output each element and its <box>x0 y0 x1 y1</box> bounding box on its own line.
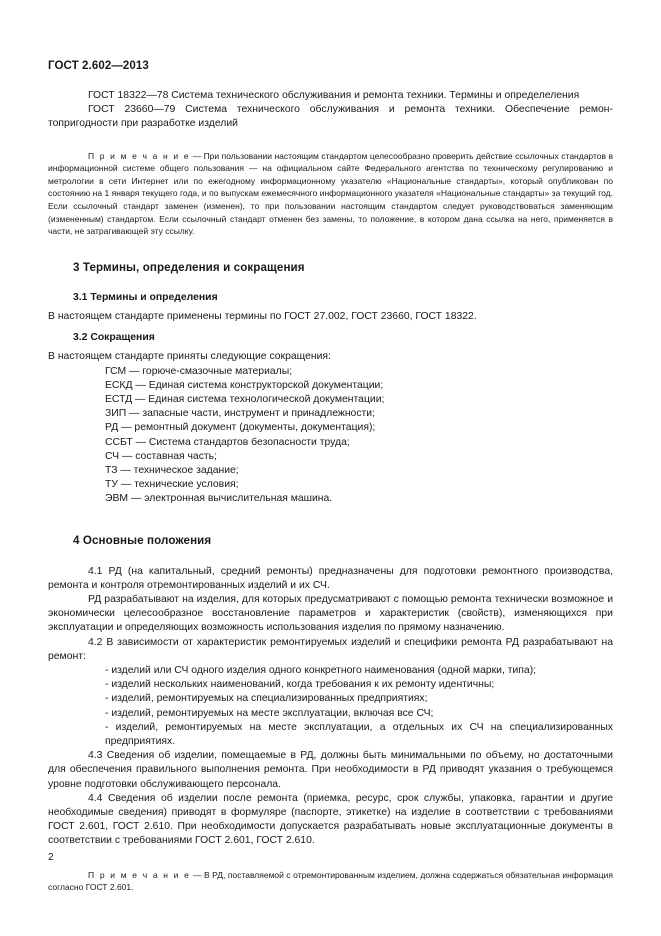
list-item: ЭВМ — электронная вычислительная машина. <box>105 493 333 505</box>
paragraph-4-2: 4.2 В зависимости от характеристик ремонтируемых изделий и специфики ремонта РД разрабатывают на ремонт: <box>48 636 613 662</box>
list-item: ТЗ — техническое задание; <box>105 465 239 476</box>
page-body <box>48 89 613 894</box>
paragraph-4-3: 4.3 Сведения об изделии, помещаемые в РД, должны быть минимальными по объему, но достаточными для обеспечения правильного выполнения ремонта. При необходимости в РД приводят указания о требующемся уровне подготовки обслуживающего персонала. <box>48 750 613 790</box>
spacer <box>48 132 613 150</box>
section-heading-3-2: 3.2 Сокращения <box>73 332 155 344</box>
paragraph-3-1: В настоящем стандарте применены термины по ГОСТ 27.002, ГОСТ 23660, ГОСТ 18322. <box>48 310 477 322</box>
reference-gost-18322: ГОСТ 18322—78 Система технического обслуживания и ремонта техники. Термины и определеления <box>88 90 580 101</box>
reference-gost-23660: ГОСТ 23660—79 Система технического обслуживания и ремонта техники. Обеспечение ремонтопригодности при разработке изделий <box>48 104 613 130</box>
list-item: РД — ремонтный документ (документы, документация); <box>105 422 376 434</box>
paragraph-4-1b: РД разрабатывают на изделия, для которых предусматривают с помощью ремонта технически возможное и экономически целесообразное восстановление параметров и характеристик (свойств), изменяющихся при эксплуатации и определяющих возможность использования изделия по прямому назначению. <box>48 594 613 634</box>
note-text: — В РД, поставляемой с отремонтированным изделием, должна содержаться обязательная информация согласно ГОСТ 2.601. <box>48 869 613 893</box>
list-item: ССБТ — Система стандартов безопасности труда; <box>105 436 350 448</box>
list-item: - изделий или СЧ одного изделия одного конкретного наименования (одной марки, типа); <box>105 665 537 677</box>
section-heading-4: 4 Основные положения <box>73 533 212 547</box>
page-number: 2 <box>48 852 54 863</box>
abbreviations-list <box>48 365 613 507</box>
list-item: - изделий, ремонтируемых на месте эксплуатации, а отдельных их СЧ на специализированных предприятиях. <box>105 721 613 748</box>
spacer <box>48 548 613 565</box>
list-item: ТУ — технические условия; <box>105 479 239 491</box>
list-item: ГСМ — горюче-смазочные материалы; <box>105 365 293 377</box>
list-item: ЕСТД — Единая система технологической документации; <box>105 393 385 405</box>
paragraph-4-4: 4.4 Сведения об изделии после ремонта (приемка, ресурс, срок службы, упаковка, гарантии и другие необходимые сведения) приводят в формуляре (паспорте, этикетке) на изделие в соответствии с требованиями ГОСТ 2.601, ГОСТ 2.610. При необходимости допускается разрабатывать новые эксплуатационные документы в соответствии с требованиями ГОСТ 2.601, ГОСТ 2.610. <box>48 792 613 847</box>
paragraph-3-2-lead: В настоящем стандарте приняты следующие сокращения: <box>48 351 331 363</box>
section-heading-3: 3 Термины, определения и сокращения <box>73 260 305 274</box>
list-item: СЧ — составная часть; <box>105 450 217 462</box>
spacer <box>48 324 613 331</box>
list-item: - изделий, ремонтируемых на месте эксплуатации, включая все СЧ; <box>105 707 434 719</box>
list-item: - изделий нескольких наименований, когда требования к их ремонту идентичны; <box>105 679 495 691</box>
note-text: — При пользовании настоящим стандартом целесообразно проверить действие ссылочных стандартов в информационной системе общего пользования — на официальном сайте Федерального агентства по техническому регулированию и метрологии в сети Интернет или по ежегодному информационному указателю «Национальные стандарты», который опубликован по состоянию на 1 января текущего года, и по выпускам ежемесячного информационного указателя «Национальные стандарты» за текущий год. Если ссылочный стандарт заменен (изменен), то при пользовании настоящим стандартом следует руководствоваться заменяющим (измененным) стандартом. Если ссылочный стандарт отменен без замены, то положение, в котором дана ссылка на него, применяется в части, не затрагивающей эту ссылку. <box>48 150 613 237</box>
section-heading-3-1: 3.1 Термины и определения <box>73 291 218 303</box>
list-item: - изделий, ремонтируемых на специализированных предприятиях; <box>105 693 428 705</box>
list-4-2 <box>48 664 613 749</box>
list-item: ЕСКД — Единая система конструкторской документации; <box>105 379 384 391</box>
paragraph-4-1: 4.1 РД (на капитальный, средний ремонты) предназначены для подготовки ремонтного производства, ремонта и контроля отремонтированных изделий и их СЧ. <box>48 565 613 591</box>
list-item: ЗИП — запасные части, инструмент и принадлежности; <box>105 408 375 420</box>
spacer <box>48 507 613 533</box>
spacer <box>48 275 613 291</box>
running-head-standard-number: ГОСТ 2.602—2013 <box>48 60 149 72</box>
spacer <box>48 849 613 869</box>
spacer <box>48 238 613 260</box>
note-references <box>48 150 613 238</box>
note-repair-docs <box>48 869 613 894</box>
note-label: П р и м е ч а н и е <box>88 869 191 880</box>
note-label: П р и м е ч а н и е <box>88 150 191 161</box>
